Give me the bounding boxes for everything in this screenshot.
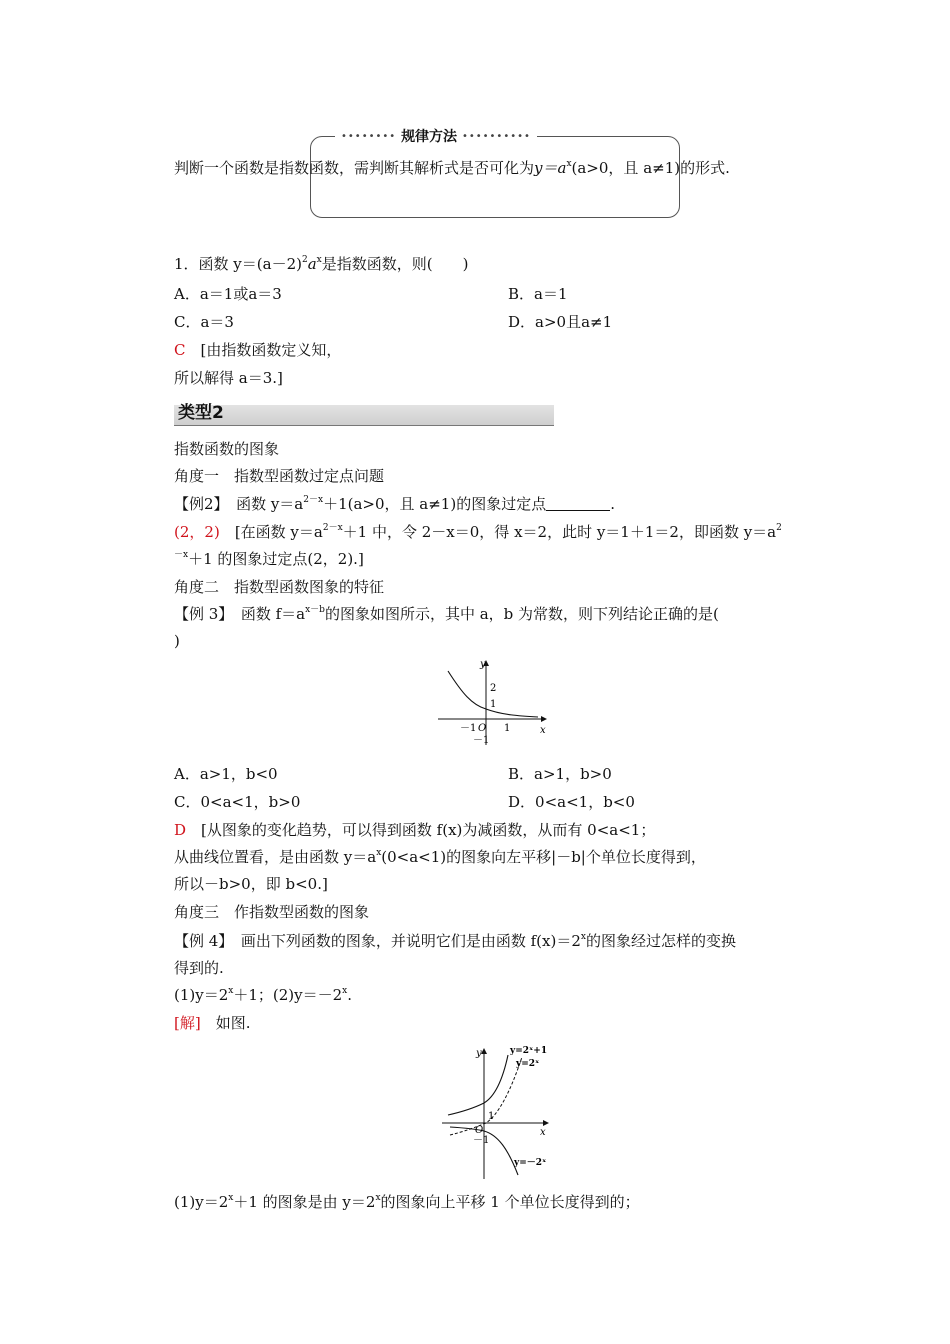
label-neg-2x: y=－2ˣ [514, 1158, 547, 1168]
angle2-heading: 角度二 指数型函数图象的特征 [174, 578, 385, 596]
example2-solution-line1: (2，2) [在函数 $y=a^{2-x}+1$ 中，令 2－x＝0，得 x＝2，此时 y＝1＋1＝2，即函数 $y=a^2$ [174, 523, 782, 541]
example3-stem: 【例 3】 函数 $f=a^{x-b}$的图象如图所示，其中 a，b 为常数，则下列结论正确的是( [174, 605, 719, 623]
x-axis-label: x [540, 725, 546, 736]
tick-neg1-y: －1 [473, 735, 490, 746]
example2-stem: 【例2】 函数 $y=a^{2-x}+1(a>0$，且 a≠1)的图象过定点 . [174, 495, 615, 513]
example3-option-b: B．a>1，b>0 [508, 765, 612, 783]
q1-option-c: C．a＝3 [174, 313, 234, 331]
example3-answer: D [174, 821, 187, 839]
type2-label: 类型2 [178, 403, 224, 423]
example3-solution-line3: 所以－b>0，即 b<0.] [174, 875, 328, 893]
label-2x: y=2ˣ [516, 1059, 540, 1069]
example4-solution-line1: $(1)y=2^x+1$ 的图象是由 $y=2^x$的图象向上平移 1 个单位长度得到的； [174, 1193, 640, 1211]
q1-solution-line1: C [由指数函数定义知， [174, 341, 342, 359]
q1-option-b: B．a＝1 [508, 285, 568, 303]
method-box-text: 判断一个函数是指数函数，需判断其解析式是否可化为$y=a^x(a>0$，且 a≠1)的形式. [174, 159, 730, 177]
q1-option-a: A．a＝1或a＝3 [174, 285, 282, 303]
example3-graph [430, 655, 555, 750]
example3-option-a: A．a>1，b<0 [174, 765, 278, 783]
answer-blank [546, 496, 610, 511]
example3-option-d: D．0<a<1，b<0 [508, 793, 635, 811]
exp-curve [448, 671, 538, 717]
example3-option-c: C．0<a<1，b>0 [174, 793, 301, 811]
decor-dots-left: •••••••• [341, 131, 397, 142]
y-axis-label: y [476, 1048, 482, 1059]
origin-label: O [478, 723, 487, 734]
q1-answer: C [174, 341, 186, 359]
q1-option-d: D．a>0且a≠1 [508, 313, 613, 331]
origin-label: O [475, 1125, 484, 1136]
method-title-text: 规律方法 [401, 129, 458, 145]
tick-1-x: 1 [504, 723, 511, 734]
example3-solution-line2: 从曲线位置看，是由函数 $y=a^x(0<a<1)$的图象向左平移|－b|个单位长度得到， [174, 848, 706, 866]
tick-1: 1 [488, 1111, 495, 1122]
type2-header-bar [174, 405, 554, 426]
tick-2: 2 [490, 683, 497, 694]
example4-stem: 【例 4】 画出下列函数的图象，并说明它们是由函数 $f(x)=2^x$的图象经过怎样的变换 [174, 932, 736, 950]
q1-stem: 1．函数 $y=(a-2)^2a^x$是指数函数，则( ) [174, 255, 469, 273]
decor-dots-right: •••••••••• [461, 131, 531, 142]
x-axis-label: x [540, 1127, 546, 1138]
y-axis-label: y [480, 659, 486, 670]
label-2x-plus-1: y=2ˣ+1 [510, 1046, 548, 1056]
tick-neg1-x: －1 [460, 723, 477, 734]
example3-solution-line1: D [从图象的变化趋势，可以得到函数 f(x)为减函数，从而有 0<a<1； [174, 821, 656, 839]
q1-solution-line2: 所以解得 a＝3.] [174, 369, 283, 387]
curve-2x-plus-1 [448, 1055, 508, 1115]
example4-stem-line2: 得到的. [174, 959, 224, 977]
type2-title: 指数函数的图象 [174, 440, 280, 458]
example2-answer: (2，2) [174, 523, 220, 541]
angle3-heading: 角度三 作指数型函数的图象 [174, 903, 370, 921]
example4-graph [436, 1043, 561, 1181]
example3-stem-line2: ) [174, 632, 180, 650]
angle1-heading: 角度一 指数型函数过定点问题 [174, 467, 385, 485]
solution-tag: [解] [174, 1014, 201, 1032]
tick-neg1: －1 [473, 1135, 490, 1146]
example2-solution-line2: $^{-x}$＋1 的图象过定点(2，2).] [174, 550, 364, 568]
example4-solution-intro: [解] 如图. [174, 1014, 251, 1032]
method-box-title [335, 126, 537, 148]
example4-items: $(1)y=2^x+1$；$(2)y=-2^x$. [174, 986, 353, 1004]
tick-1: 1 [490, 699, 497, 710]
